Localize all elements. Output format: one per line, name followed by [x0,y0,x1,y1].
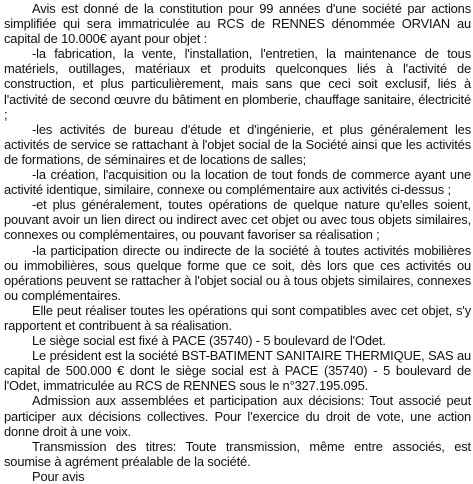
registered-office-paragraph: Le siège social est fixé à PACE (35740) - 5 boulevard de l'Odet. [32,333,386,349]
share-transfer-paragraph: Transmission des titres: Toute transmission, même entre associés, est soumise à agrément préalable de la société. [4,438,471,469]
object-item-engineering: -les activités de bureau d'étude et d'ingénierie, et plus généralement les activités de service se rattachant à l'objet social de la Société ainsi que les activités de formations, de séminaires et de locations de salles; [4,121,471,167]
object-item-business-acquisition: -la création, l'acquisition ou la location de tout fonds de commerce ayant une activité identique, similaire, connexe ou complémentaire aux activités ci-dessus ; [4,167,471,198]
closing-signature: Pour avis [32,468,85,484]
constitution-paragraph: Avis est donné de la constitution pour 99 années d'une société par actions simplifiée qui sera immatriculée au RCS de RENNES dénommée ORVIAN au capital de 10.000€ ayant pour objet : [4,1,471,47]
object-item-participation: -la participation directe ou indirecte de la société à toutes activités mobilières ou immobilières, sous quelque forme que ce soit, dès lors que ces activités ou opérations peuvent se rattacher à l'objet social ou à tous objets similaires, connexes ou complémentaires. [4,242,471,303]
president-paragraph: Le président est la société BST-BATIMENT SANITAIRE THERMIQUE, SAS au capital de 500.000 € dont le siège social est à PACE (35740) - 5 boulevard de l'Odet, immatriculée au RCS de RENNES sous le n°327.195.095. [4,348,471,394]
object-item-general-operations: -et plus généralement, toutes opérations de quelque nature qu'elles soient, pouvant avoir un lien direct ou indirect avec cet objet ou avec tous objets similaires, connexes ou complémentaires, ou pouvant favoriser sa réalisation ; [4,197,471,243]
object-item-manufacturing: -la fabrication, la vente, l'installation, l'entretien, la maintenance de tous matériels, outillages, matériaux et produits quelconques liés à l'activité de construction, et plus particulièrement, mais sans que ceci soit exclusif, liés à l'activité de second œuvre du bâtiment en plomberie, chauffage sanitaire, électricité ; [4,46,471,122]
admission-paragraph: Admission aux assemblées et participation aux décisions: Tout associé peut participer aux décisions collectives. Pour l'exercice du droit de vote, une action donne droit à une voix. [4,393,471,439]
compatible-operations-paragraph: Elle peut réaliser toutes les opérations qui sont compatibles avec cet objet, s'y rapportent et contribuent à sa réalisation. [4,302,471,333]
